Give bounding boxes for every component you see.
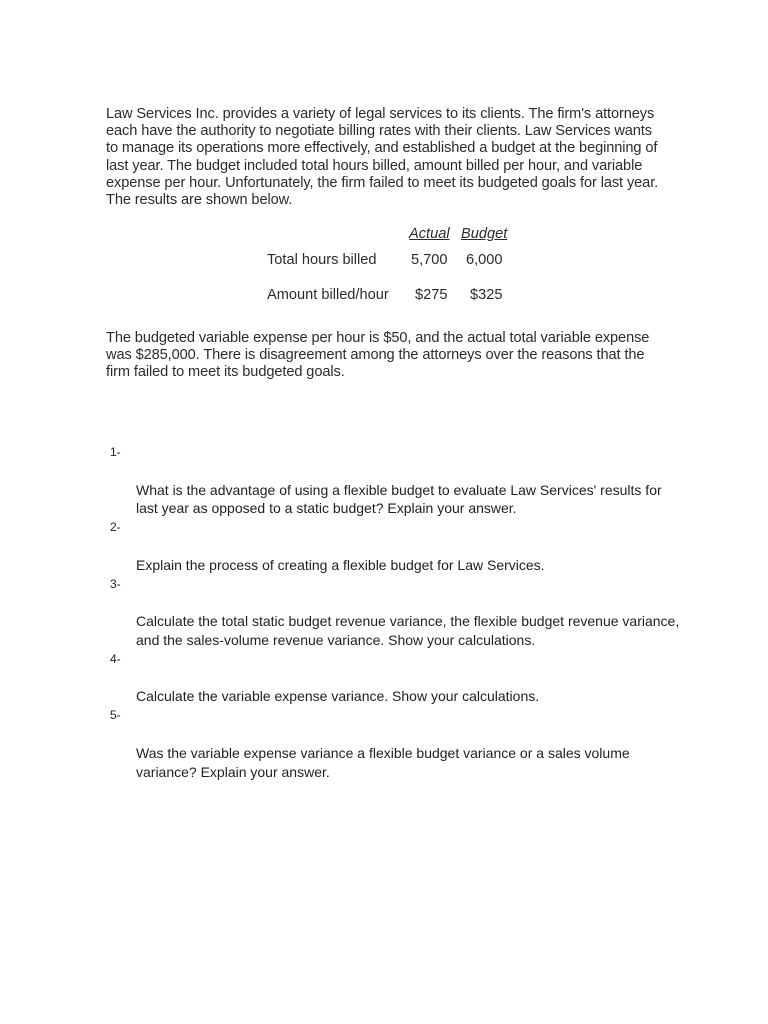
header-budget: Budget xyxy=(461,226,508,242)
cell-hours-actual: 5,700 xyxy=(411,252,448,268)
question-item xyxy=(110,650,680,706)
question-text: Calculate the total static budget revenue variance, the flexible budget revenue variance, and the sales-volume revenue variance. Show your calculations. xyxy=(136,613,680,648)
question-number: 3- xyxy=(110,576,121,591)
followup-paragraph: The budgeted variable expense per hour is $50, and the actual total variable expense was $285,000. There is disagreement among the attorneys over the reasons that the firm failed to meet its budgeted goals. xyxy=(106,330,650,381)
question-text: Was the variable expense variance a flexible budget variance or a sales volume variance? Explain your answer. xyxy=(136,744,630,780)
question-item xyxy=(110,443,680,518)
question-number: 1- xyxy=(110,445,121,459)
cell-rate-budget: $325 xyxy=(470,287,503,303)
question-list xyxy=(110,443,680,781)
intro-paragraph: Law Services Inc. provides a variety of legal services to its clients. The firm's attorneys each have the authority to negotiate billing rates with their clients. Law Services wants to manage its operations more effectively, and established a budget at the beginning of last year. The budget included total hours billed, amount billed per hour, and variable expense per hour. Unfortunately, the firm failed to meet its budgeted goals for last year. The results are shown below. xyxy=(106,106,659,209)
question-item xyxy=(110,575,680,650)
question-number: 4- xyxy=(110,651,121,666)
row-label-rate: Amount billed/hour xyxy=(267,287,389,303)
question-number: 2- xyxy=(110,520,121,535)
cell-rate-actual: $275 xyxy=(415,287,448,303)
question-item xyxy=(110,518,680,574)
question-text: Calculate the variable expense variance. Show your calculations. xyxy=(136,688,540,705)
question-text: What is the advantage of using a flexible budget to evaluate Law Services' results for last year as opposed to a static budget? Explain your answer. xyxy=(136,481,662,517)
cell-hours-budget: 6,000 xyxy=(466,252,503,268)
question-item xyxy=(110,706,680,781)
header-actual: Actual xyxy=(409,226,450,242)
row-label-hours: Total hours billed xyxy=(267,252,377,268)
question-text: Explain the process of creating a flexible budget for Law Services. xyxy=(136,556,545,573)
question-number: 5- xyxy=(110,708,121,723)
